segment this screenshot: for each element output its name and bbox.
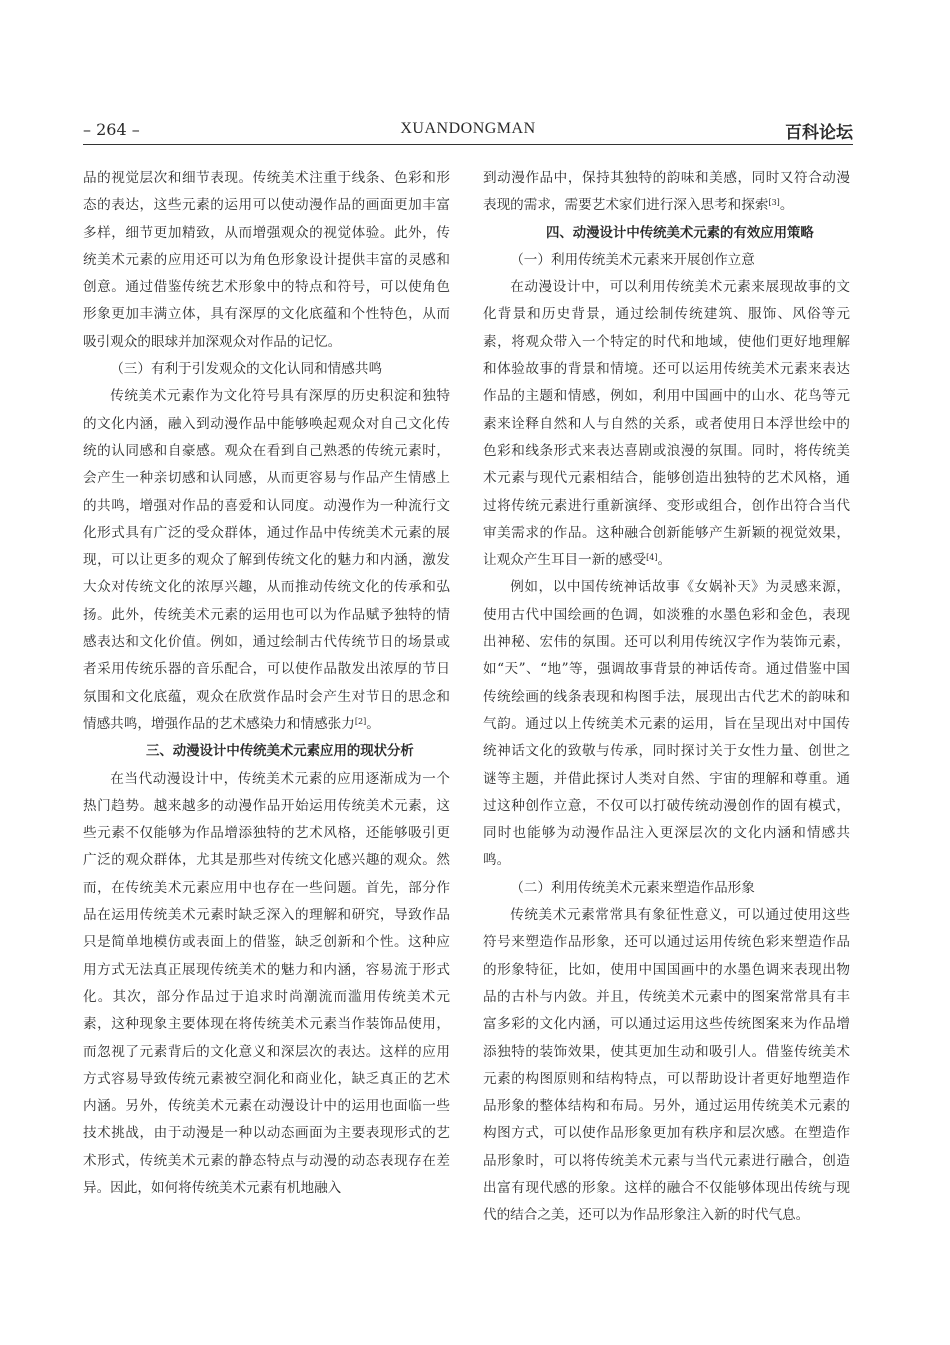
paragraph: 在当代动漫设计中，传统美术元素的应用逐渐成为一个热门趋势。越来越多的动漫作品开始运用传统美术元素，这些元素不仅能够为作品增添独特的艺术风格，还能够吸引更广泛的观众群体，尤其是那些对传统文化感兴趣的观众。然而，在传统美术元素应用中也存在一些问题。首先，部分作品在运用传统美术元素时缺乏深入的理解和研究，导致作品只是简单地模仿或表面上的借鉴，缺乏创新和个性。这种应用方式无法真正展现传统美术的魅力和内涵，容易流于形式化。其次，部分作品过于追求时尚潮流而滥用传统美术元素，这种现象主要体现在将传统美术元素当作装饰品使用，而忽视了元素背后的文化意义和深层次的表达。这样的应用方式容易导致传统元素被空洞化和商业化，缺乏真正的艺术内涵。另外，传统美术元素在动漫设计中的运用也面临一些技术挑战，由于动漫是一种以动态画面为主要表现形式的艺术形式，传统美术元素的静态特点与动漫的动态表现存在差异。因此，如何将传统美术元素有机地融入 [83,770,450,1196]
paragraph: 例如，以中国传统神话故事《女娲补天》为灵感来源，使用古代中国绘画的色调，如淡雅的水墨色彩和金色，表现出神秘、宏伟的氛围。还可以利用传统汉字作为装饰元素，如“天”、“地”等，强调故事背景的神话传奇。通过借鉴中国传统绘画的线条表现和构图手法，展现出古代艺术的韵味和气韵。通过以上传统美术元素的运用，旨在呈现出对中国传统神话文化的致敬与传承，同时探讨关于女性力量、创世之谜等主题，并借此探讨人类对自然、宇宙的理解和尊重。通过这种创作立意，不仅可以打破传统动漫创作的固有模式，同时也能够为动漫作品注入更深层次的文化内涵和情感共鸣。 [483,579,850,869]
citation-ref: [3] [768,198,780,208]
paragraph: 到动漫作品中，保持其独特的韵味和美感，同时又符合动漫表现的需求，需要艺术家们进行深入思考和探索[3]。 [483,170,850,214]
paragraph: 传统美术元素常常具有象征性意义，可以通过使用这些符号来塑造作品形象，还可以通过运用传统色彩来塑造作品的形象特征，比如，使用中国国画中的水墨色调来表现出物品的古朴与内敛。并且，传统美术元素中的图案常常具有丰富多彩的文化内涵，可以通过运用这些传统图案来为作品增添独特的装饰效果，使其更加生动和吸引人。借鉴传统美术元素的构图原则和结构特点，可以帮助设计者更好地塑造作品形象的整体结构和布局。另外，通过运用传统美术元素的构图方式，可以使作品形象更加有秩序和层次感。在塑造作品形象时，可以将传统美术元素与当代元素进行融合，创造出富有现代感的形象。这样的融合不仅能够体现出传统与现代的结合之美，还可以为作品形象注入新的时代气息。 [483,907,850,1224]
paragraph: 品的视觉层次和细节表现。传统美术注重于线条、色彩和形态的表达，这些元素的运用可以使动漫作品的画面更加丰富多样，细节更加精致，从而增强观众的视觉体验。此外，传统美术元素的应用还可以为角色形象设计提供丰富的灵感和创意。通过借鉴传统艺术形象中的特点和符号，可以使角色形象更加丰满立体，具有深厚的文化底蕴和个性特色，从而吸引观众的眼球并加深观众对作品的记忆。 [83,170,450,350]
journal-name: XUANDONGMAN [400,120,536,137]
citation-ref: [2] [354,716,367,726]
page-number: – 264 – [83,120,140,139]
section-name: 百科论坛 [785,123,853,143]
subsection-heading: （三）有利于引发观众的文化认同和情感共鸣 [110,361,383,378]
page-header [83,116,853,145]
section-heading: 三、动漫设计中传统美术元素应用的现状分析 [145,744,414,760]
paragraph: 在动漫设计中，可以利用传统美术元素来展现故事的文化背景和历史背景，通过绘制传统建筑、服饰、风俗等元素，将观众带入一个特定的时代和地域，使他们更好地理解和体验故事的背景和情境。还可以运用传统美术元素来表达作品的主题和情感，例如，利用中国画中的山水、花鸟等元素来诠释自然和人与自然的关系，或者使用日本浮世绘中的色彩和线条形式来表达喜剧或浪漫的氛围。同时，将传统美术元素与现代元素相结合，能够创造出独特的艺术风格，通过将传统元素进行重新演绎、变形或组合，创作出符合当代审美需求的作品。这种融合创新能够产生新颖的视觉效果，让观众产生耳目一新的感受[4]。 [483,279,850,569]
section-heading: 四、动漫设计中传统美术元素的有效应用策略 [545,225,814,241]
subsection-heading: （一）利用传统美术元素来开展创作立意 [510,251,755,268]
citation-ref: [4] [646,553,658,563]
right-column [483,165,850,1230]
left-column [83,165,450,1202]
subsection-heading: （二）利用传统美术元素来塑造作品形象 [510,879,755,896]
paragraph: 传统美术元素作为文化符号具有深厚的历史积淀和独特的文化内涵，融入到动漫作品中能够唤起观众对自己文化传统的认同感和自豪感。观众在看到自己熟悉的传统元素时，会产生一种亲切感和认同感，从而更容易与作品产生情感上的共鸣，增强对作品的喜爱和认同度。动漫作为一种流行文化形式具有广泛的受众群体，通过作品中传统美术元素的展现，可以让更多的观众了解到传统文化的魅力和内涵，激发大众对传统文化的浓厚兴趣，从而推动传统文化的传承和弘扬。此外，传统美术元素的运用也可以为作品赋予独特的情感表达和文化价值。例如，通过绘制古代传统节日的场景或者采用传统乐器的音乐配合，可以使作品散发出浓厚的节日氛围和文化底蕴，观众在欣赏作品时会产生对节日的思念和情感共鸣，增强作品的艺术感染力和情感张力[2]。 [83,388,450,732]
